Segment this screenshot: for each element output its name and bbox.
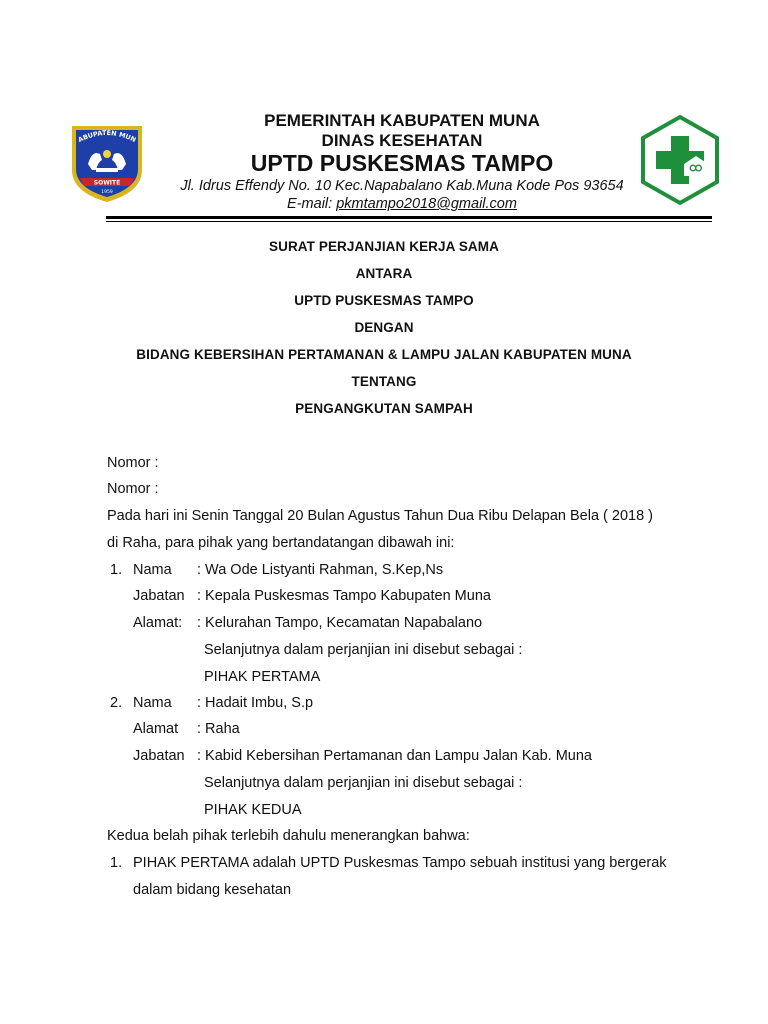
party1-number: 1. <box>110 562 123 578</box>
nomor-line-1: Nomor : <box>107 455 159 471</box>
statement-line: Kedua belah pihak terlebih dahulu menerangkan bahwa: <box>107 828 470 844</box>
doc-title-subject: PENGANGKUTAN SAMPAH <box>295 401 473 416</box>
party1-alamat-value: : Kelurahan Tampo, Kecamatan Napabalano <box>197 615 483 631</box>
doc-title-party2: BIDANG KEBERSIHAN PERTAMANAN & LAMPU JALAN KABUPATEN MUNA <box>136 347 632 362</box>
intro-line-1: Pada hari ini Senin Tanggal 20 Bulan Agustus Tahun Dua Ribu Delapan Bela ( 2018 ) <box>107 508 654 524</box>
letterhead-email-line <box>18 196 768 212</box>
doc-title-dengan: DENGAN <box>354 320 414 335</box>
party1-nama-label: Nama <box>133 562 172 578</box>
party2-designation: PIHAK KEDUA <box>204 802 302 818</box>
doc-title-party1: UPTD PUSKESMAS TAMPO <box>294 293 474 308</box>
party2-note: Selanjutnya dalam perjanjian ini disebut sebagai : <box>204 775 523 791</box>
doc-title-antara: ANTARA <box>355 266 413 281</box>
party2-number: 2. <box>110 695 123 711</box>
party2-jabatan-label: Jabatan <box>133 748 185 764</box>
party1-note: Selanjutnya dalam perjanjian ini disebut sebagai : <box>204 642 523 658</box>
logo-top-text: ABUPATEN MUN <box>76 128 138 145</box>
letterhead-government: PEMERINTAH KABUPATEN MUNA <box>264 111 540 130</box>
letterhead-address: Jl. Idrus Effendy No. 10 Kec.Napabalano Kab.Muna Kode Pos 93654 <box>180 178 624 194</box>
party2-nama-label: Nama <box>133 695 172 711</box>
logo-ribbon-text: SOWITE <box>93 179 121 187</box>
doc-title-tentang: TENTANG <box>351 374 417 389</box>
party1-jabatan-value: : Kepala Puskesmas Tampo Kabupaten Muna <box>197 588 491 604</box>
letterhead-divider <box>106 216 712 219</box>
party1-designation: PIHAK PERTAMA <box>204 669 321 685</box>
letterhead-institution: UPTD PUSKESMAS TAMPO <box>250 150 554 176</box>
email-link[interactable]: pkmtampo2018@gmail.com <box>336 196 517 212</box>
party2-alamat-label: Alamat <box>133 721 179 737</box>
party2-nama-value: : Hadait Imbu, S.p <box>197 695 314 711</box>
letterhead-divider-thin <box>106 221 712 222</box>
logo-year-text: 1959 <box>101 190 113 195</box>
party2-jabatan-value: : Kabid Kebersihan Pertamanan dan Lampu Jalan Kab. Muna <box>197 748 592 764</box>
doc-title: SURAT PERJANJIAN KERJA SAMA <box>269 239 499 254</box>
point1-number: 1. <box>110 855 123 871</box>
letterhead-department: DINAS KESEHATAN <box>321 131 483 150</box>
point1-line-1: PIHAK PERTAMA adalah UPTD Puskesmas Tampo sebuah institusi yang bergerak <box>133 855 667 871</box>
point1-line-2: dalam bidang kesehatan <box>133 882 292 898</box>
party1-alamat-label: Alamat: <box>133 615 183 631</box>
intro-line-2: di Raha, para pihak yang bertandatangan dibawah ini: <box>107 535 455 551</box>
email-label: E-mail: <box>287 196 337 212</box>
party2-alamat-value: : Raha <box>197 721 240 737</box>
nomor-line-2: Nomor : <box>107 481 159 497</box>
party1-jabatan-label: Jabatan <box>133 588 185 604</box>
party1-nama-value: : Wa Ode Listyanti Rahman, S.Kep,Ns <box>197 562 444 578</box>
